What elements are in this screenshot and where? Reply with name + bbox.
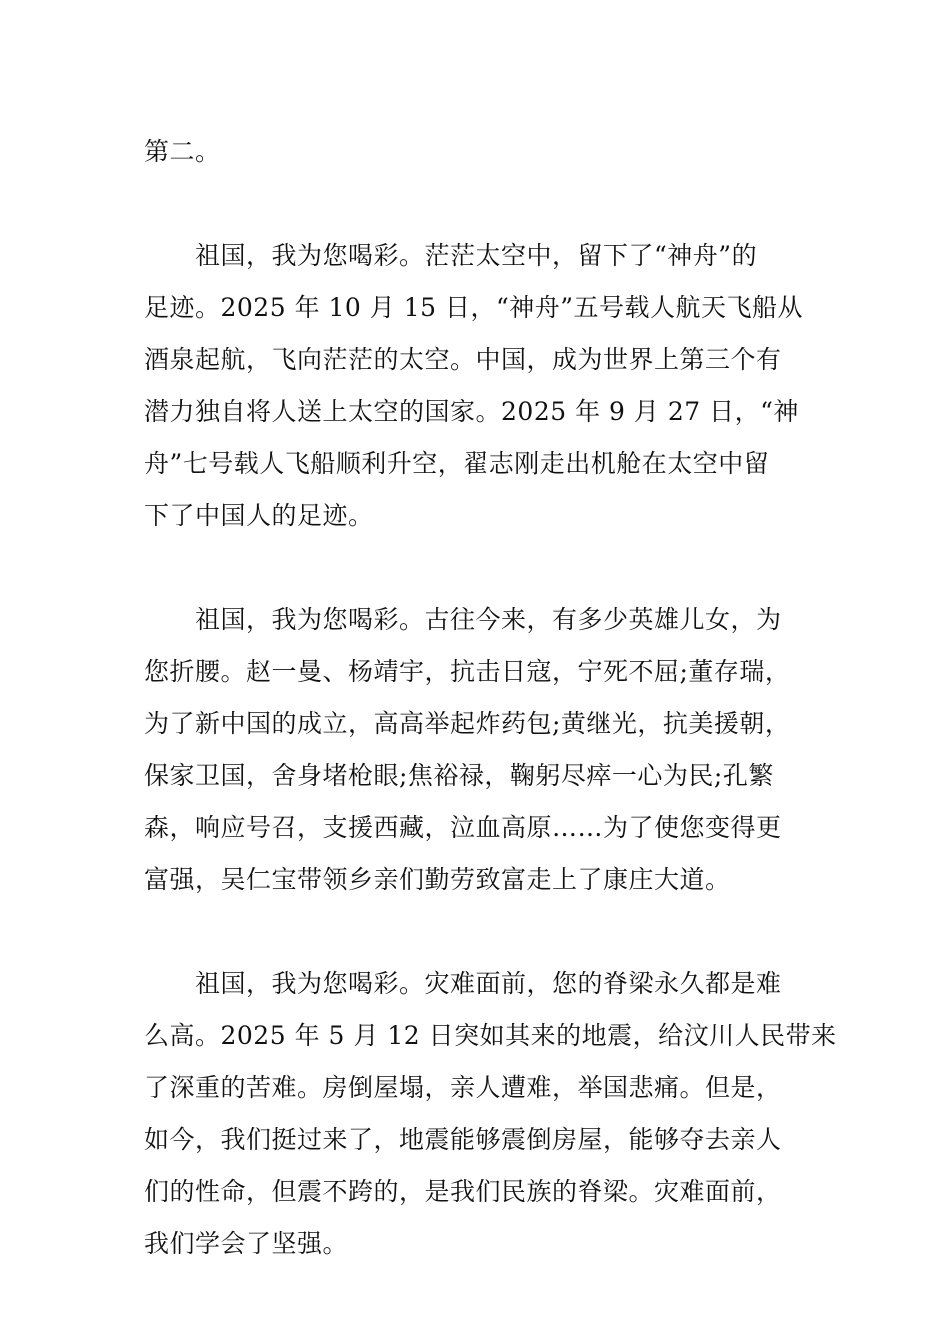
text-line: 们的性命，但震不跨的，是我们民族的脊梁。灾难面前， xyxy=(144,1177,782,1206)
text-line: 下了中国人的足迹。 xyxy=(144,501,374,530)
text-line: 潜力独自将人送上太空的国家。2025 年 9 月 27 日，“神 xyxy=(144,397,799,426)
paragraph-gap xyxy=(144,542,812,594)
text-line: 富强，吴仁宝带领乡亲们勤劳致富走上了康庄大道。 xyxy=(144,865,731,894)
paragraph xyxy=(144,594,812,906)
text-line: 您折腰。赵一曼、杨靖宇，抗击日寇，宁死不屈;董存瑞， xyxy=(144,657,791,686)
text-line: 第二。 xyxy=(144,137,221,166)
paragraph xyxy=(144,230,812,542)
text-line: 酒泉起航，飞向茫茫的太空。中国，成为世界上第三个有 xyxy=(144,345,782,374)
text-line: 保家卫国，舍身堵枪眼;焦裕禄，鞠躬尽瘁一心为民;孔繁 xyxy=(144,761,774,790)
text-line: 么高。2025 年 5 月 12 日突如其来的地震，给汶川人民带来 xyxy=(144,1021,837,1050)
text-line: 祖国，我为您喝彩。茫茫太空中，留下了“神舟”的 xyxy=(144,241,758,270)
text-line: 舟”七号载人飞船顺利升空，翟志刚走出机舱在太空中留 xyxy=(144,449,770,478)
text-line: 足迹。2025 年 10 月 15 日，“神舟”五号载人航天飞船从 xyxy=(144,293,804,322)
paragraph-gap xyxy=(144,906,812,958)
text-line: 为了新中国的成立，高高举起炸药包;黄继光，抗美援朝， xyxy=(144,709,791,738)
document-page xyxy=(144,126,837,1270)
text-line: 祖国，我为您喝彩。古往今来，有多少英雄儿女，为 xyxy=(144,605,782,634)
text-line: 祖国，我为您喝彩。灾难面前，您的脊梁永久都是难 xyxy=(144,969,782,998)
paragraph-gap xyxy=(144,178,812,230)
text-line: 如今，我们挺过来了，地震能够震倒房屋，能够夺去亲人 xyxy=(144,1125,782,1154)
text-line: 森，响应号召，支援西藏，泣血高原……为了使您变得更 xyxy=(144,813,782,842)
text-line: 我们学会了坚强。 xyxy=(144,1229,349,1258)
paragraph xyxy=(144,958,837,1270)
text-line: 了深重的苦难。房倒屋塌，亲人遭难，举国悲痛。但是， xyxy=(144,1073,782,1102)
